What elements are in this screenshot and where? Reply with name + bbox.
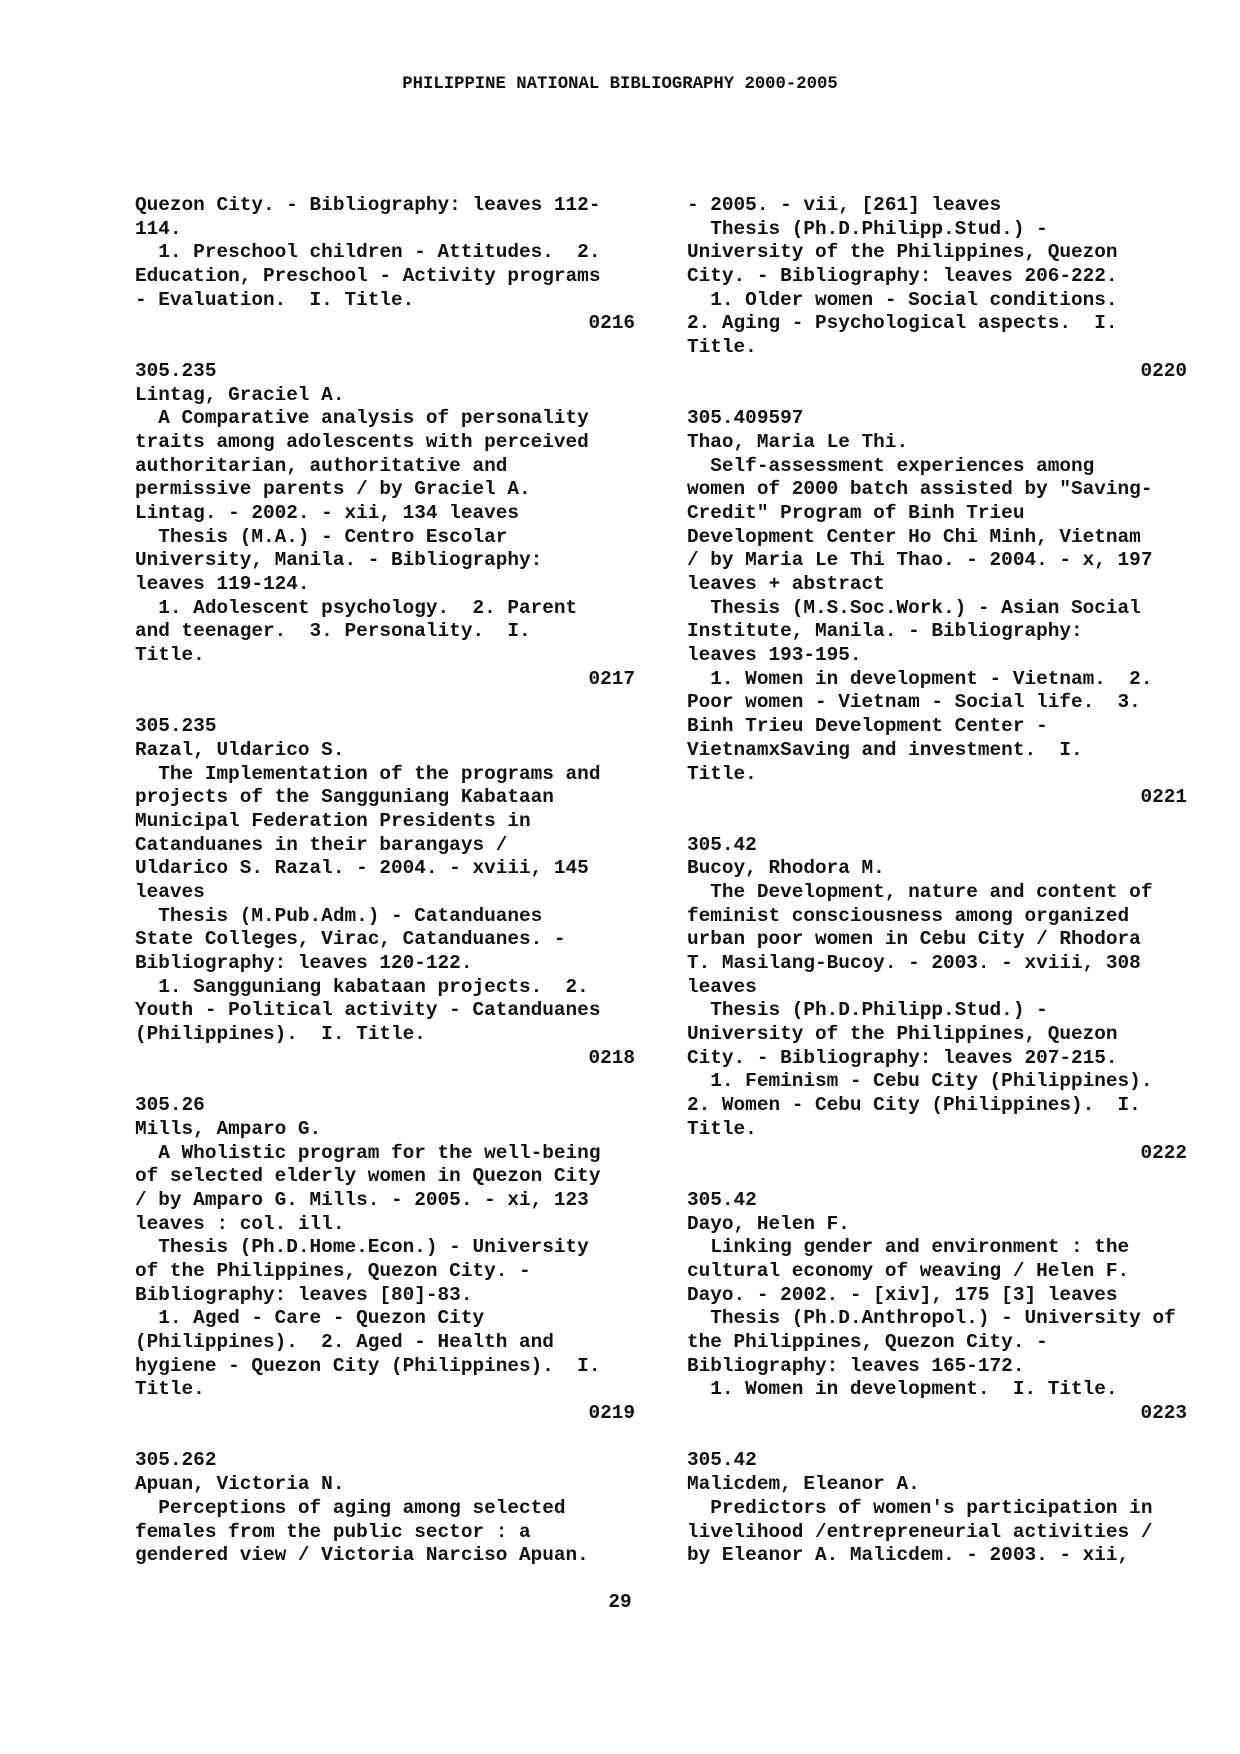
text-line: cultural economy of weaving / Helen F.	[687, 1259, 1130, 1282]
text-line: Development Center Ho Chi Minh, Vietnam	[687, 525, 1141, 548]
text-line: 305.42	[687, 1449, 757, 1472]
entry-number: 0217	[588, 667, 635, 690]
page-number: 29	[608, 1591, 632, 1613]
entry-number: 0223	[1140, 1402, 1187, 1425]
text-line: Perceptions of aging among selected	[135, 1496, 566, 1519]
text-line: Thao, Maria Le Thi.	[687, 430, 909, 453]
right-column	[687, 194, 1187, 1568]
text-line: Dayo, Helen F.	[687, 1212, 850, 1235]
entry-number: 0218	[588, 1046, 635, 1069]
text-line: 1. Aged - Care - Quezon City	[135, 1307, 485, 1330]
entry-number: 0222	[1140, 1141, 1187, 1164]
entry-number: 0219	[588, 1402, 635, 1425]
text-line: 1. Older women - Social conditions.	[687, 288, 1118, 311]
text-line: Quezon City. - Bibliography: leaves 112-	[135, 194, 601, 216]
text-line: (Philippines). 2. Aged - Health and	[135, 1331, 554, 1353]
text-line: 1. Preschool children - Attitudes. 2.	[135, 241, 601, 264]
text-line: Apuan, Victoria N.	[135, 1473, 345, 1496]
text-line: Title.	[135, 1378, 205, 1401]
text-line: gendered view / Victoria Narciso Apuan.	[135, 1544, 589, 1567]
text-line: Dayo. - 2002. - [xiv], 175 [3] leaves	[687, 1283, 1118, 1306]
text-line: of selected elderly women in Quezon City	[135, 1165, 601, 1188]
left-column	[135, 194, 635, 1568]
text-line: - Evaluation. I. Title.	[135, 288, 415, 311]
text-line: leaves 119-124.	[135, 573, 310, 595]
text-line: Linking gender and environment : the	[687, 1236, 1130, 1259]
text-line: 2. Women - Cebu City (Philippines). I.	[687, 1094, 1141, 1117]
text-line: 1. Feminism - Cebu City (Philippines).	[687, 1070, 1153, 1093]
entry-number: 0221	[1140, 786, 1187, 809]
text-line: 305.42	[687, 833, 757, 856]
text-line: Self-assessment experiences among	[687, 454, 1095, 477]
text-line: 305.262	[135, 1449, 217, 1472]
text-line: 1. Sangguniang kabataan projects. 2.	[135, 975, 589, 998]
text-line: Youth - Political activity - Catanduanes	[135, 999, 601, 1022]
text-line: leaves 193-195.	[687, 644, 862, 667]
text-line: the Philippines, Quezon City. -	[687, 1331, 1048, 1353]
entry-number: 0220	[1140, 359, 1187, 382]
text-line: livelihood /entrepreneurial activities /	[687, 1520, 1153, 1543]
text-line: Title.	[687, 762, 757, 785]
text-line: females from the public sector : a	[135, 1520, 531, 1543]
text-line: and teenager. 3. Personality. I.	[135, 620, 531, 643]
text-line	[687, 1426, 1187, 1450]
text-line: feminist consciousness among organized	[687, 904, 1130, 927]
text-line: 2. Aging - Psychological aspects. I.	[687, 312, 1118, 335]
text-line: 305.235	[135, 359, 217, 382]
text-line: City. - Bibliography: leaves 207-215.	[687, 1046, 1118, 1069]
text-line	[687, 384, 1187, 408]
text-line: women of 2000 batch assisted by "Saving-	[687, 478, 1153, 501]
text-line: Thesis (M.A.) - Centro Escolar	[135, 525, 508, 548]
text-line: (Philippines). I. Title.	[135, 1023, 426, 1046]
text-line: Mills, Amparo G.	[135, 1117, 322, 1140]
text-line: Predictors of women's participation in	[687, 1496, 1153, 1519]
text-line	[135, 691, 635, 715]
text-line: Thesis (M.Pub.Adm.) - Catanduanes	[135, 904, 543, 927]
text-line: / by Amparo G. Mills. - 2005. - xi, 123	[135, 1188, 589, 1211]
text-line: Education, Preschool - Activity programs	[135, 265, 601, 288]
text-line: 305.26	[135, 1094, 205, 1117]
text-line: The Development, nature and content of	[687, 880, 1153, 903]
text-line: Poor women - Vietnam - Social life. 3.	[687, 691, 1141, 714]
text-line: Thesis (M.S.Soc.Work.) - Asian Social	[687, 596, 1141, 619]
text-line: Thesis (Ph.D.Philipp.Stud.) -	[687, 999, 1048, 1022]
entry-number: 0216	[588, 312, 635, 335]
text-line: Bibliography: leaves 165-172.	[687, 1354, 1025, 1377]
text-line: Catanduanes in their barangays /	[135, 833, 508, 856]
text-line	[687, 810, 1187, 834]
text-line: T. Masilang-Bucoy. - 2003. - xviii, 308	[687, 952, 1141, 974]
text-line: urban poor women in Cebu City / Rhodora	[687, 928, 1141, 951]
text-line: State Colleges, Virac, Catanduanes. -	[135, 928, 566, 951]
text-line: Razal, Uldarico S.	[135, 738, 345, 761]
text-line: Bibliography: leaves 120-122.	[135, 952, 473, 974]
text-line: leaves	[687, 975, 757, 998]
text-line	[135, 1070, 635, 1094]
text-line: A Comparative analysis of personality	[135, 407, 589, 430]
text-line: leaves + abstract	[687, 573, 885, 595]
text-line: Thesis (Ph.D.Anthropol.) - University of	[687, 1307, 1176, 1330]
text-line: hygiene - Quezon City (Philippines). I.	[135, 1354, 601, 1377]
text-line: University of the Philippines, Quezon	[687, 241, 1118, 264]
text-line: Title.	[687, 1117, 757, 1140]
text-line: City. - Bibliography: leaves 206-222.	[687, 265, 1118, 288]
text-line: Lintag, Graciel A.	[135, 383, 345, 406]
text-line: 1. Women in development - Vietnam. 2.	[687, 667, 1153, 690]
text-line: leaves : col. ill.	[135, 1212, 345, 1235]
text-line: - 2005. - vii, [261] leaves	[687, 194, 1002, 216]
text-line: authoritarian, authoritative and	[135, 454, 508, 477]
text-line: 305.235	[135, 715, 217, 738]
text-line: traits among adolescents with perceived	[135, 430, 589, 453]
text-line: Bibliography: leaves [80]-83.	[135, 1283, 473, 1306]
text-line: Bucoy, Rhodora M.	[687, 857, 885, 880]
text-line: VietnamxSaving and investment. I.	[687, 738, 1083, 761]
text-line: A Wholistic program for the well-being	[135, 1141, 601, 1164]
text-line: 1. Adolescent psychology. 2. Parent	[135, 596, 578, 619]
text-line	[687, 1165, 1187, 1189]
text-line: University of the Philippines, Quezon	[687, 1023, 1118, 1046]
text-line: Malicdem, Eleanor A.	[687, 1473, 920, 1496]
text-line: Lintag. - 2002. - xii, 134 leaves	[135, 501, 519, 524]
text-line: 1. Women in development. I. Title.	[687, 1378, 1118, 1401]
text-line: The Implementation of the programs and	[135, 762, 601, 785]
page-header: PHILIPPINE NATIONAL BIBLIOGRAPHY 2000-2005	[402, 75, 838, 94]
text-line: projects of the Sangguniang Kabataan	[135, 786, 554, 809]
text-line: / by Maria Le Thi Thao. - 2004. - x, 197	[687, 549, 1153, 572]
text-line: 305.42	[687, 1188, 757, 1211]
text-line: Institute, Manila. - Bibliography:	[687, 620, 1083, 643]
text-line: University, Manila. - Bibliography:	[135, 549, 543, 572]
text-line: Thesis (Ph.D.Home.Econ.) - University	[135, 1236, 589, 1259]
text-line: Thesis (Ph.D.Philipp.Stud.) -	[687, 217, 1048, 240]
text-line: Binh Trieu Development Center -	[687, 715, 1048, 738]
text-line: of the Philippines, Quezon City. -	[135, 1259, 531, 1282]
text-line	[135, 1426, 635, 1450]
text-line: leaves	[135, 880, 205, 903]
text-line: 114.	[135, 217, 182, 240]
text-line: 305.409597	[687, 407, 804, 430]
text-line: permissive parents / by Graciel A.	[135, 478, 531, 501]
text-line: Uldarico S. Razal. - 2004. - xviii, 145	[135, 857, 589, 880]
text-line: Credit" Program of Binh Trieu	[687, 501, 1025, 524]
text-line: Title.	[687, 336, 757, 359]
text-line: Municipal Federation Presidents in	[135, 809, 531, 832]
text-line: by Eleanor A. Malicdem. - 2003. - xii,	[687, 1544, 1130, 1567]
text-line: Title.	[135, 644, 205, 667]
text-line	[135, 336, 635, 360]
